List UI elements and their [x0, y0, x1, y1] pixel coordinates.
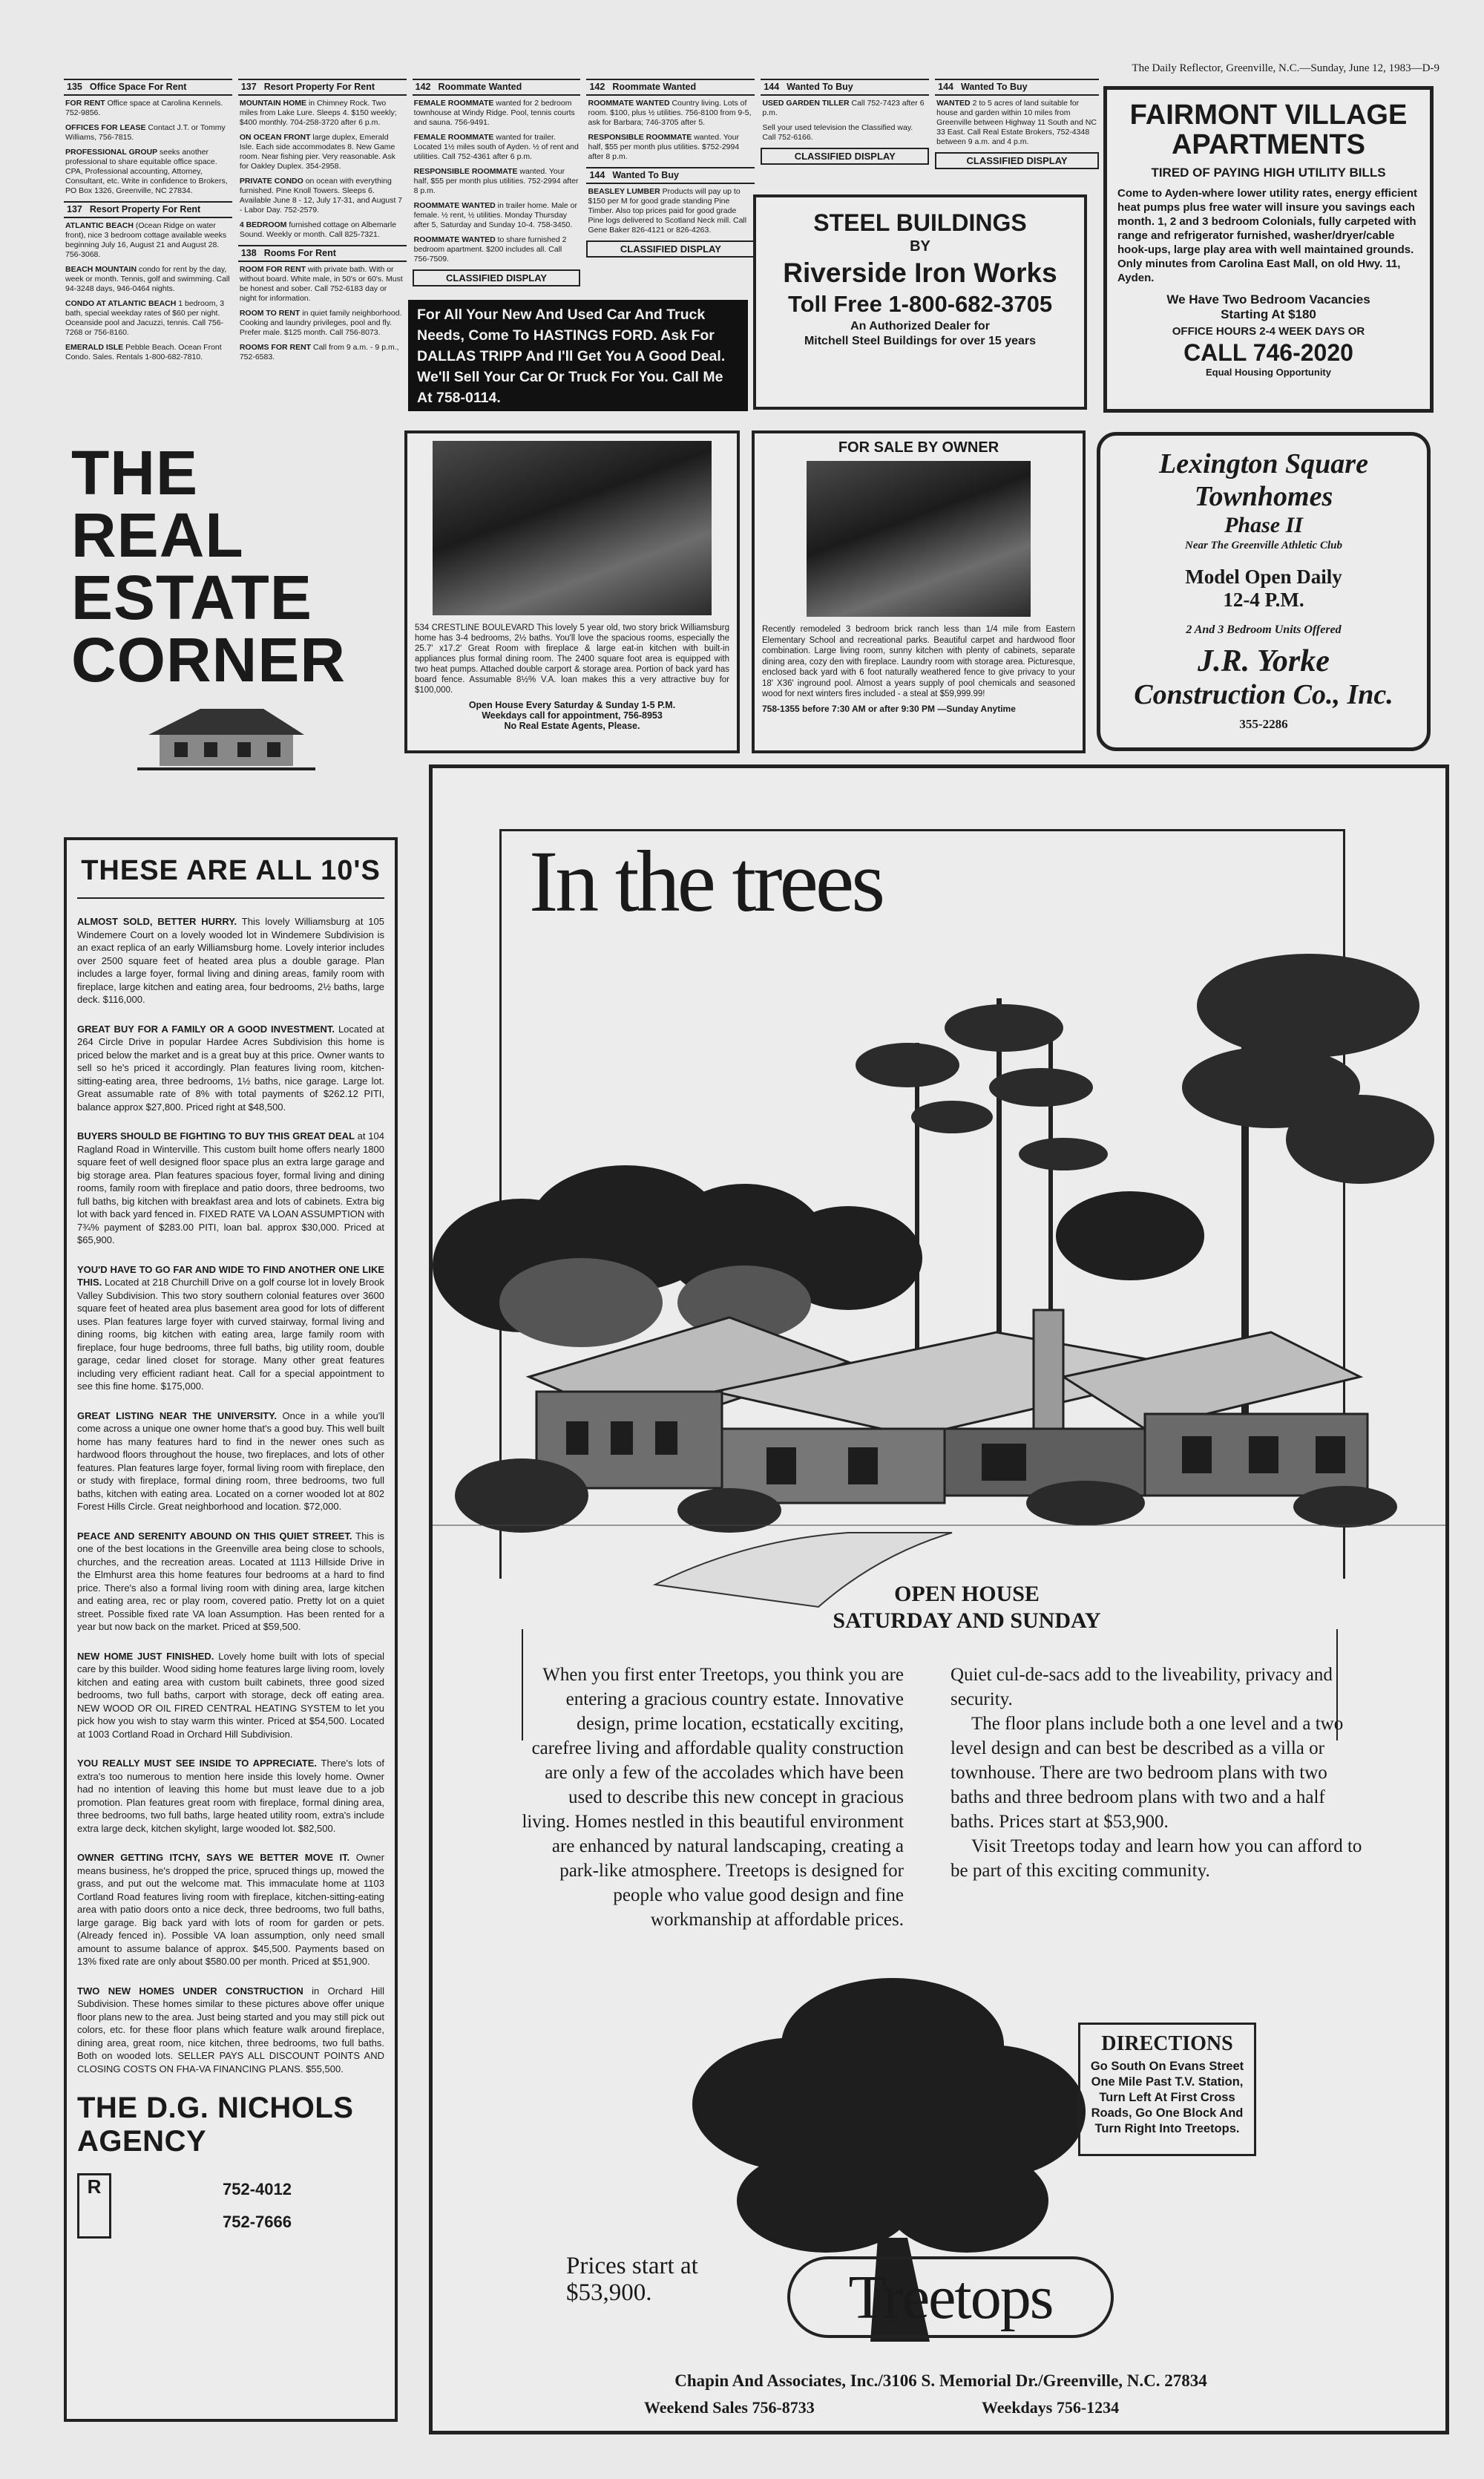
- classified-entry-head: OFFICES FOR LEASE: [65, 123, 146, 132]
- classified-entry-head: FOR RENT: [65, 99, 105, 108]
- nichols-listing-head: NEW HOME JUST FINISHED.: [77, 1650, 214, 1662]
- lexington-phone: 355-2286: [1239, 717, 1288, 731]
- nichols-listing-text: Lovely home built with lots of special care by this builder. Wood siding home features large living room, lovely kitchen and eating area with custom built cabinets, three good sized bedrooms, two full baths, carport with storage, deck off eating area. NEW WOOD OR OIL FIRED CENTRAL HEATING SYSTEM to let you pick how you wish to stay warm this winter. Priced at $54,500. Located at 1003 Cortland Road in Orchard Hill Subdivision.: [77, 1650, 384, 1740]
- nichols-listing: [77, 915, 384, 1006]
- classified-display-label: CLASSIFIED DISPLAY: [761, 148, 929, 165]
- lexington-units: 2 And 3 Bedroom Units Offered: [1186, 623, 1342, 636]
- directions-text: Go South On Evans Street One Mile Past T.V. Station, Turn Left At First Cross Roads, Go One Block And Turn Right Into Treetops.: [1090, 2060, 1244, 2135]
- fairmont-subtitle: TIRED OF PAYING HIGH UTILITY BILLS: [1151, 166, 1386, 180]
- lexington-builder-1: J.R. Yorke: [1198, 644, 1330, 678]
- classified-heading: [413, 79, 581, 96]
- classified-entry: [65, 299, 231, 338]
- nichols-phone-1: 752-4012: [223, 2180, 292, 2198]
- classified-entry-text: wanted for trailer. Located 1½ miles south of Ayden. ½ of rent and utilities. Call 752-4361 after 6 p.m.: [413, 133, 579, 161]
- fairmont-hours: OFFICE HOURS 2-4 WEEK DAYS OR: [1172, 325, 1365, 338]
- classified-entry-text: condo for rent by the day, week or month. Tennis, golf and swimming. Call 94-3248 days, 946-0464 nights.: [65, 265, 230, 293]
- treetops-weekday-phone: Weekdays 756-1234: [982, 2398, 1120, 2417]
- crestline-house-photo: [433, 441, 712, 615]
- classified-title: Resort Property For Rent: [89, 204, 201, 215]
- treetops-ad: [429, 764, 1449, 2434]
- nichols-listing-text: This is one of the best locations in the Greenville area being close to schools, churches, and the recreation areas. Located at 1113 Hillside Drive in the Elmhurst area this home features four bedrooms at a hard to find price. There's also a formal living room with dining area, large kitchen and eating area, rec or play room, covered patio. Pretty lot on a quiet street. Possible fixed rate VA loan Assumption. Has been rented for a year but now back on the market. Priced at $59,500.: [77, 1530, 384, 1632]
- classified-entry: [65, 221, 231, 260]
- classified-entry: [65, 99, 231, 118]
- nichols-listing-head: TWO NEW HOMES UNDER CONSTRUCTION: [77, 1985, 303, 1997]
- steel-dealer: An Authorized Dealer for: [850, 320, 990, 333]
- classified-entry: [65, 123, 231, 143]
- crestline-call: Weekdays call for appointment, 756-8953: [482, 710, 663, 721]
- steel-company: Riverside Iron Works: [783, 258, 1057, 288]
- treetops-prices-line-1: Prices start at: [566, 2253, 698, 2279]
- classified-entry-head: FEMALE ROOMMATE: [413, 133, 494, 142]
- classified-display-label: CLASSIFIED DISPLAY: [586, 240, 755, 258]
- nichols-listing: [77, 1530, 384, 1634]
- classified-entry: [936, 99, 1097, 147]
- classified-entry: [414, 235, 580, 264]
- classified-entry-head: USED GARDEN TILLER: [762, 99, 850, 108]
- treetops-copy-left: When you first enter Treetops, you think you are entering a gracious country estate. Innovative design, prime location, ecstatically exciting, carefree living and affordable quality construction are only a few of the accolades which have been used to describe this new concept in gracious living. Homes nestled in this beautiful environment are enhanced by natural landscaping, creating a park-like atmosphere. Treetops is designed for people who value good design and fine workmanship at affordable prices.: [522, 1665, 904, 1930]
- classified-entry-text: in trailer home. Male or female. ½ rent, ½ utilities. Monday Thursday after 5, Saturday and Sunday 10-4. 758-3450.: [413, 201, 577, 229]
- classified-number: 142: [589, 82, 605, 92]
- running-head: The Daily Reflector, Greenville, N.C.—Sunday, June 12, 1983—D-9: [1132, 62, 1439, 74]
- lexington-builder-2: Construction Co., Inc.: [1134, 679, 1393, 710]
- classified-entry: [414, 167, 580, 196]
- classified-entry-head: 4 BEDROOM: [239, 220, 287, 229]
- steel-mitchell: Mitchell Steel Buildings for over 15 years: [804, 335, 1037, 347]
- owner-house-photo: [807, 461, 1031, 617]
- steel-by: BY: [910, 238, 930, 255]
- classified-title: Wanted To Buy: [612, 170, 679, 180]
- classified-entry-text: (Ocean Ridge on water front), nice 3 bedroom cottage available weeks beginning July 16, August 21 and August 28. 756-3068.: [65, 221, 227, 259]
- classified-entry-text: on ocean with everything furnished. Pine Knoll Towers. Sleeps 6. Available June 8 - 12, July 17-31, and August 7 - Labor Day. 752-2579.: [239, 177, 403, 215]
- nichols-listing-head: YOU'D HAVE TO GO FAR AND WIDE TO FIND ANOTHER ONE LIKE THIS.: [77, 1263, 384, 1288]
- nichols-listing-text: Located at 264 Circle Drive in popular Hardee Acres Subdivision this home is priced below the market and is a great buy at this price. Owner wants to sell so he's priced it accordingly. Plan features living room, kitchen-sitting-eating area, three bedrooms, 1½ baths, nice garage. Large lot. Great assumable rate of 8% with total payments of $262.12 PITI, balance approx $27,800. Priced right at $48,500.: [77, 1023, 384, 1113]
- nichols-listing-head: BUYERS SHOULD BE FIGHTING TO BUY THIS GREAT DEAL: [77, 1130, 355, 1142]
- classified-title: Office Space For Rent: [89, 82, 187, 92]
- fairmont-vacancies: We Have Two Bedroom Vacancies: [1166, 292, 1370, 307]
- treetops-headline: In the trees: [529, 833, 883, 930]
- classified-entry: [414, 133, 580, 162]
- classified-entry: [240, 177, 405, 215]
- steel-buildings-ad: [753, 194, 1087, 410]
- classified-heading: [586, 167, 755, 184]
- nichols-listing-text: Located at 218 Churchill Drive on a golf course lot in lovely Brook Valley Subdivision. This two story southern colonial features over 3600 square feet of heated area plus basement area good for lots of different uses. Plan features large foyer with curved stairway, formal living and dining rooms, big kitchen with eating area, large family room with fireplace, four huge bedrooms, three full baths, big utility room, double garage, cedar lined closet for storage. Many other great features including very efficient radiant heat. Call for a special appointment to see this fine home. $175,000.: [77, 1277, 384, 1392]
- copy-right-para-1: Quiet cul-de-sacs add to the liveability, privacy and security.: [951, 1665, 1333, 1709]
- lexington-title-2: Townhomes: [1194, 481, 1333, 512]
- treetops-illustration: [433, 917, 1445, 1629]
- classified-entry-head: ROOMS FOR RENT: [239, 343, 312, 352]
- corner-title-2: ESTATE: [71, 563, 312, 632]
- classified-entry: [240, 220, 405, 240]
- copy-right-para-2: The floor plans include both a one level and a two level design and can best be described as a villa or townhouse. There are two bedroom plans with two baths and three bedroom plans with two and a half baths. Prices start at $53,900.: [951, 1714, 1344, 1832]
- nichols-listing-text: Owner means business, he's dropped the price, spruced things up, mowed the grass, and put out the welcome mat. This immaculate home at 1103 Cortland Road features living room with fireplace, kitchen-sitting-eating area with patio doors onto a nice deck, three bedrooms, two full baths, large garage. Big back yard with lots of room for garden or pets. (Already fenced in). Possible VA loan assumption, only need small amount to assume balance of approx. $45,500. Payments based on 13% fixed rate are only about $580.00 per month. Priced at $51,900.: [77, 1852, 384, 1967]
- lexington-near: Near The Greenville Athletic Club: [1185, 540, 1342, 551]
- fairmont-title: FAIRMONT VILLAGE APARTMENTS: [1129, 99, 1408, 160]
- classified-entry-head: ON OCEAN FRONT: [239, 133, 311, 142]
- nichols-heading: THESE ARE ALL 10'S: [81, 855, 381, 886]
- steel-phone: Toll Free 1-800-682-3705: [787, 291, 1053, 318]
- classified-entry-text: Contact J.T. or Tommy Williams, 756-7815.: [65, 123, 226, 142]
- classified-entry-head: ROOMMATE WANTED: [413, 235, 496, 244]
- classified-entry-head: ROOM TO RENT: [239, 309, 301, 318]
- treetops-prices-line-2: $53,900.: [566, 2279, 652, 2306]
- classified-title: Rooms For Rent: [263, 248, 336, 258]
- classified-entry-head: ATLANTIC BEACH: [65, 221, 134, 230]
- classified-entry-head: EMERALD ISLE: [65, 343, 124, 352]
- classified-entry: [240, 309, 405, 338]
- classified-title: Wanted To Buy: [961, 82, 1028, 92]
- nichols-listing: [77, 1851, 384, 1968]
- nichols-listing-head: OWNER GETTING ITCHY, SAYS WE BETTER MOVE IT.: [77, 1852, 350, 1863]
- classified-entry-text: in Chimney Rock. Two miles from Lake Lure. Sleeps 4. $150 weekly; $400 monthly. 704-258-3720 after 6 p.m.: [239, 99, 397, 127]
- real-estate-corner: [71, 438, 383, 695]
- classified-entry-text: Pebble Beach. Ocean Front Condo. Sales. Rentals 1-800-682-7810.: [65, 343, 222, 361]
- directions-title: DIRECTIONS: [1101, 2032, 1233, 2055]
- open-house-line-2: SATURDAY AND SUNDAY: [833, 1608, 1101, 1633]
- nichols-listing-head: GREAT LISTING NEAR THE UNIVERSITY.: [77, 1409, 277, 1421]
- treetops-weekend-phone: Weekend Sales 756-8733: [644, 2398, 815, 2417]
- classified-heading: [761, 79, 929, 96]
- classified-entry-head: WANTED: [936, 99, 971, 108]
- classified-entry-head: ROOMMATE WANTED: [588, 99, 670, 108]
- crestline-open: Open House Every Saturday & Sunday 1-5 P.M.: [468, 700, 676, 710]
- realtor-logo-icon: R: [77, 2173, 111, 2239]
- fairmont-village-ad: [1103, 86, 1434, 413]
- nichols-listing-head: PEACE AND SERENITY ABOUND ON THIS QUIET STREET.: [77, 1530, 352, 1542]
- treetops-open-house: [781, 1581, 1152, 1634]
- classified-title: Roommate Wanted: [612, 82, 697, 92]
- classified-number: 144: [589, 170, 605, 180]
- crestline-ad: [404, 430, 740, 753]
- nichols-listing-text: This lovely Williamsburg at 105 Windemere Court on a lovely wooded lot in Windemere Subdivision is an exact replica of an early Williamsburg home. Lovely interior includes over 2500 square feet of heated area plus a double garage. Plan includes a large foyer, formal living and dining areas, family room with fireplace, large kitchen and eating area, four bedrooms, 2½ baths, large deck. $116,000.: [77, 916, 384, 1005]
- lexington-hours: 12-4 P.M.: [1223, 589, 1304, 611]
- classified-entry-text: Call from 9 a.m. - 9 p.m., 752-6583.: [239, 343, 399, 361]
- classified-entry-text: furnished cottage on Albemarle Sound. Weekly or month. Call 825-7321.: [239, 220, 397, 239]
- fairmont-starting: Starting At $180: [1221, 307, 1316, 321]
- nichols-listing: [77, 1263, 384, 1393]
- classified-entry: [240, 343, 405, 362]
- classified-entry-text: Products will pay up to $150 per M for good grade standing Pine Timber. Also top prices paid for good grade Pine logs delivered to Scotland Neck mill. Call Gene Baker 826-4121 or 826-4263.: [588, 187, 747, 235]
- classified-entry-text: Call 752-7423 after 6 p.m.: [762, 99, 925, 117]
- classified-entry: [240, 265, 405, 304]
- crestline-agents: No Real Estate Agents, Please.: [504, 721, 640, 731]
- classified-entry-head: RESPONSIBLE ROOMMATE: [588, 133, 692, 142]
- classified-number: 135: [67, 82, 82, 92]
- classified-entry-head: BEASLEY LUMBER: [588, 187, 660, 196]
- nichols-listing: [77, 1985, 384, 2076]
- corner-title-3: CORNER: [71, 625, 347, 695]
- classified-entry: [65, 148, 231, 196]
- classified-number: 144: [764, 82, 780, 92]
- crestline-text: 534 CRESTLINE BOULEVARD This lovely 5 year old, two story brick Williamsburg home has 3-4 bedrooms, 2½ baths. You'll love the spacious rooms, especially the 25.7' x17.2' Great Room with fireplace & large eat-in kitchen with built-in appliances plus formal dining room. The 2400 square foot area is equipped with two heat pumps. Attached double carport & storage area. Portion of back yard has board fence. Assumable 8½% V.A. loan makes this a very attractive buy for $100,000.: [415, 623, 729, 695]
- classified-entry-text: Country living. Lots of room. $100, plus ½ utilities. 756-8100 from 9-5, ask for Barbara; 746-3705 after 5.: [588, 99, 752, 127]
- classified-entry-text: to share furnished 2 bedroom apartment. $200 includes all. Call 756-7509.: [413, 235, 567, 263]
- treetops-prices: [566, 2253, 698, 2306]
- classified-title: Roommate Wanted: [438, 82, 522, 92]
- classified-entry-text: in quiet family neighborhood. Cooking and laundry privileges, pool and fly. Prefer male. $125 month. Call 756-8073.: [239, 309, 402, 337]
- classified-heading: [586, 79, 755, 96]
- nichols-listing-head: YOU REALLY MUST SEE INSIDE TO APPRECIATE.: [77, 1758, 318, 1769]
- classified-entry: [414, 99, 580, 128]
- fairmont-phone: CALL 746-2020: [1183, 339, 1353, 366]
- classified-entry: [588, 187, 753, 235]
- hastings-ford-ad: For All Your New And Used Car And Truck Needs, Come To HASTINGS FORD. Ask For DALLAS TRIPP And I'll Get You A Good Deal. We'll Sell Your Car Or Truck For You. Call Me At 758-0114.: [408, 300, 748, 411]
- copy-right-para-3: Visit Treetops today and learn how you can afford to be part of this exciting community.: [951, 1836, 1362, 1881]
- classified-entry: [414, 201, 580, 230]
- classified-entry-head: ROOMMATE WANTED: [413, 201, 496, 210]
- classified-entry-head: PRIVATE CONDO: [239, 177, 303, 186]
- classified-entry-text: with private bath. With or without board. White male, in 50's or 60's. Must be honest and sober. Call 752-6183 day or night for information.: [239, 265, 403, 303]
- classified-entry-head: MOUNTAIN HOME: [239, 99, 307, 108]
- fairmont-body: Come to Ayden-where lower utility rates, energy efficient heat pumps plus free water will insure you savings each month. 1, 2 and 3 bedroom Colonials, fully carpeted with range and refrigerator furnished, washer/dryer/cable hook-ups, large play area with well maintained grounds. Only minutes from Carolina East Mall, on old Hwy. 11, Ayden.: [1117, 187, 1417, 284]
- classified-entry-text: Sell your used television the Classified way. Call 752-6166.: [762, 123, 913, 142]
- owner-contact: 758-1355 before 7:30 AM or after 9:30 PM —Sunday Anytime: [762, 703, 1016, 714]
- classified-heading: [64, 201, 232, 218]
- steel-title: STEEL BUILDINGS: [813, 209, 1027, 236]
- classified-entry: [240, 133, 405, 171]
- nichols-phone-2: 752-7666: [223, 2213, 292, 2231]
- classified-entry-text: seeks another professional to share equitable office space. CPA, Professional accounting, Attorney, Consultant, etc. Write in confidence to Brokers, PO Box 1326, Greenville, NC 27834.: [65, 148, 228, 195]
- nichols-listing: [77, 1130, 384, 1247]
- classified-entry-text: wanted. Your half, $55 per month plus utilities. $752-2994 after 8 p.m.: [588, 133, 740, 161]
- classified-number: 142: [415, 82, 431, 92]
- owner-text: Recently remodeled 3 bedroom brick ranch less than 1/4 mile from Eastern Elementary School and recreational parks. Beautiful carpet and hardwood floor combination. Large living room, sunny kitchen with plenty of cabinets, separate dining area, cozy den with fireplace. Laundry room with storage area. Picturesque, enclosed back yard with 6 foot naturally weathered fence to give privacy to your 18' X36' inground pool. Almost a years supply of pool chemicals and seasoned wood for next winters fires included - a steal at $59,999.99!: [762, 625, 1075, 698]
- classified-entry: [588, 133, 753, 162]
- classified-entry: [65, 343, 231, 362]
- classified-entry: [762, 123, 928, 143]
- house-sketch-icon: [134, 698, 319, 779]
- for-sale-by-owner-ad: [752, 430, 1086, 753]
- classified-entry-text: 1 bedroom, 3 bath, special weekday rates of $60 per night. Oceanside pool and Jacuzzi, tennis. Call 756-7268 or 756-8160.: [65, 299, 225, 337]
- classified-entry: [65, 265, 231, 294]
- classified-number: 144: [938, 82, 953, 92]
- owner-title: FOR SALE BY OWNER: [838, 439, 999, 456]
- nichols-listing: [77, 1650, 384, 1741]
- lexington-phase: Phase II: [1224, 513, 1303, 537]
- classified-entry-head: BEACH MOUNTAIN: [65, 265, 137, 274]
- fairmont-eho: Equal Housing Opportunity: [1206, 367, 1331, 378]
- nichols-listing-head: GREAT BUY FOR A FAMILY OR A GOOD INVESTMENT.: [77, 1023, 335, 1035]
- classified-number: 137: [240, 82, 257, 92]
- classified-entry-text: wanted for 2 bedroom townhouse at Windy Ridge. Pool, tennis courts and sauna. 756-9491.: [413, 99, 575, 127]
- classified-number: 137: [67, 204, 82, 215]
- classified-title: Resort Property For Rent: [263, 82, 375, 92]
- nichols-listings: [77, 915, 384, 2075]
- lexington-model: Model Open Daily: [1185, 566, 1342, 588]
- corner-title-1: THE REAL: [71, 438, 244, 570]
- classified-heading: [935, 79, 1099, 96]
- lexington-title-1: Lexington Square: [1159, 448, 1368, 479]
- treetops-copy-right: [951, 1663, 1366, 1883]
- treetops-footer: Chapin And Associates, Inc./3106 S. Memorial Dr./Greenville, N.C. 27834: [674, 2371, 1207, 2390]
- classified-entry-text: 2 to 5 acres of land suitable for house and garden within 10 miles from Greenville between Highway 11 South and NC 33 East. Call Real Estate Brokers, 752-4348 between 9 a.m. and 4 p.m.: [936, 99, 1097, 146]
- nichols-agency-ad: [64, 837, 398, 2422]
- classified-heading: [238, 245, 407, 262]
- nichols-listing-head: ALMOST SOLD, BETTER HURRY.: [77, 916, 237, 927]
- classified-entry-head: ROOM FOR RENT: [239, 265, 306, 274]
- classified-title: Wanted To Buy: [787, 82, 853, 92]
- lexington-square-ad: [1097, 432, 1431, 751]
- nichols-listing-text: in Orchard Hill Subdivision. These homes similar to these pictures above offer unique floor plans new to the area. Just being started and you may still pick out colors, etc. for these floor plans which feature walk around fireplace, dining area, great room, nice kitchen, three bedrooms, two full baths. Both on wooded lots. SELLER PAYS ALL DISCOUNT POINTS AND CLOSING COSTS ON FHA-VA FINANCING PLANS. $55,500.: [77, 1985, 384, 2074]
- classified-entry-text: large duplex, Emerald Isle. Each side accommodates 8. New Game room. Near fishing pier. Very reasonable. Ask for Oakley Duplex. 354-2958.: [239, 133, 395, 171]
- nichols-listing-text: Once in a while you'll come across a unique one owner home that's a good buy. This well built home has many features hard to find in the newer ones such as hardwood floors throughout the house, two fireplaces, and lots of other features. Plan features large foyer, formal living room with fireplace, den or study with fireplace, formal dining room, three bedrooms, two full baths, kitchen with eating area. Located on a corner wooded lot at 802 Forest Hills Circle. Great neighborhood and location. $72,000.: [77, 1409, 384, 1512]
- classified-heading: [64, 79, 232, 96]
- classified-entry-head: CONDO AT ATLANTIC BEACH: [65, 299, 177, 308]
- classified-entry-head: FEMALE ROOMMATE: [413, 99, 494, 108]
- nichols-listing-text: at 104 Ragland Road in Winterville. This custom built home offers nearly 1800 square feet of well designed floor space plus an extra large garage and big storage area. Plan features spacious foyer, formal living and dining rooms, family room with fireplace and patio doors, three bedrooms, two full baths, big kitchen with breakfast area and lots of cabinets. Extra big lot with back yard fenced in. FIXED RATE VA LOAN ASSUMPTION with 7¾% payment of $283.00 PITI, loan bal. approx $30,000. Priced at $65,900.: [77, 1130, 384, 1245]
- classified-entry: [762, 99, 928, 118]
- classified-entry-head: RESPONSIBLE ROOMMATE: [413, 167, 518, 176]
- nichols-listing: [77, 1757, 384, 1835]
- classified-entry-text: Office space at Carolina Kennels. 752-9856.: [65, 99, 223, 117]
- directions-box: [1078, 2023, 1256, 2156]
- classified-display-label: CLASSIFIED DISPLAY: [935, 152, 1099, 169]
- classified-number: 138: [240, 248, 257, 258]
- classified-heading: [238, 79, 407, 96]
- classified-entry-head: PROFESSIONAL GROUP: [65, 148, 158, 157]
- classified-entry-text: wanted. Your half, $55 per month plus utilities. 752-2994 after 8 p.m.: [413, 167, 579, 195]
- classified-column: [238, 79, 407, 420]
- open-house-line-1: OPEN HOUSE: [894, 1582, 1040, 1606]
- nichols-listing: [77, 1409, 384, 1513]
- classified-column: [64, 79, 232, 420]
- classified-entry: [240, 99, 405, 128]
- nichols-agency-name: THE D.G. NICHOLS AGENCY: [77, 2092, 354, 2158]
- classified-entry: [588, 99, 753, 128]
- nichols-listing-text: There's lots of extra's too numerous to mention here inside this lovely home. Owner had no intention of leaving this home but must leave due to a job promotion. Plan features great room with fireplace, formal dining area, three bedrooms, two full baths, large heated utility room, extra's include extra large deck, kitchen skylight, large wooded lot. $82,500.: [77, 1758, 384, 1834]
- treetops-logo: Treetops: [787, 2256, 1114, 2338]
- classified-display-label: CLASSIFIED DISPLAY: [413, 269, 581, 286]
- nichols-listing: [77, 1023, 384, 1114]
